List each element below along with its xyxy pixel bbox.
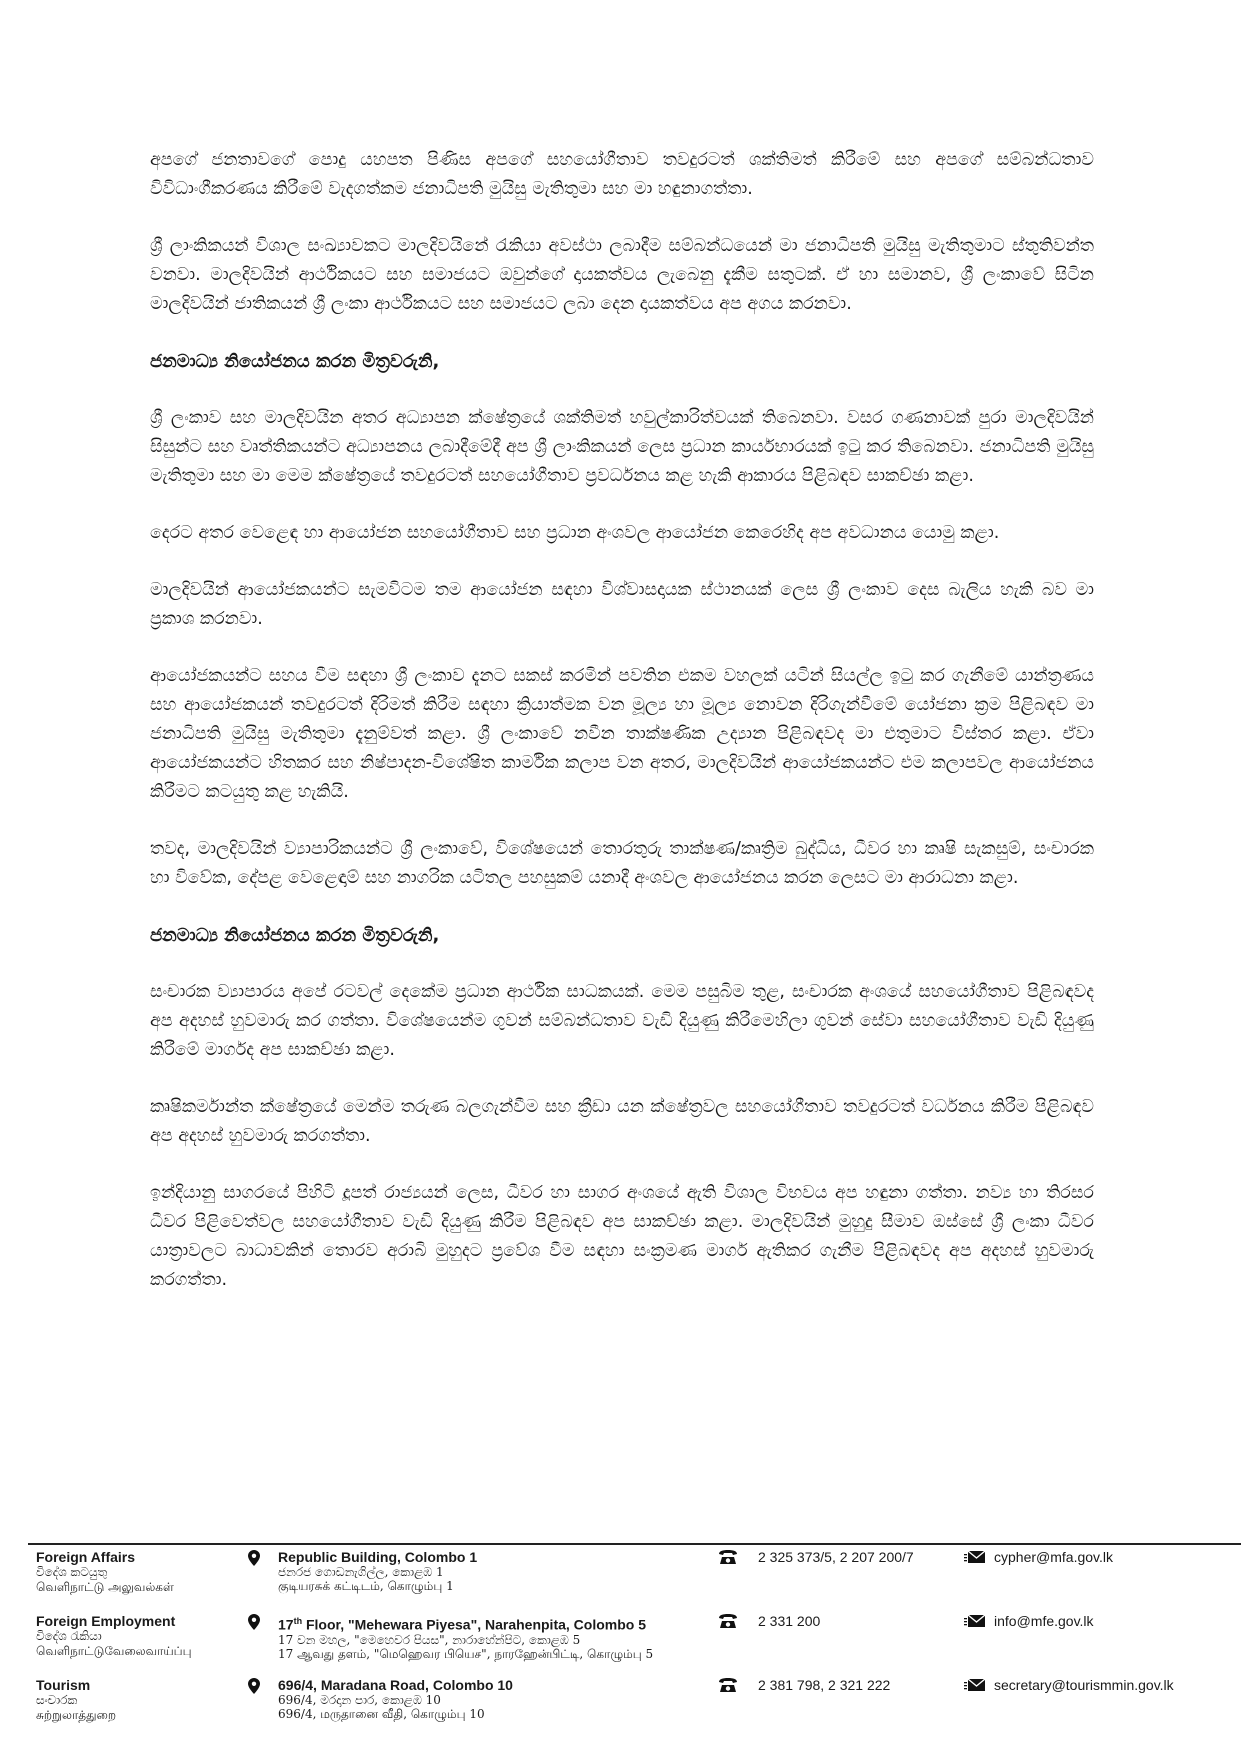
phone-number: 2 381 798, 2 321 222 [758,1677,891,1693]
address-sinhala: 696/4, මරදාන පාර, කොළඹ 10 [278,1693,441,1707]
address-tamil: 696/4, மருதானை வீதி, கொழும்பு 10 [278,1707,485,1721]
address [278,1549,698,1593]
paragraph: දෙරට අතර වෙළෙඳ හා ආයෝජන සහයෝගීතාව සහ ප්‍රධාන අංශවල ආයෝජන කෙරෙහිද අප අවධානය යොමු කළා. [150,523,1000,543]
phone-number: 2 325 373/5, 2 207 200/7 [758,1549,914,1565]
address [278,1613,698,1661]
ministry-name [36,1677,236,1723]
address-tamil: குடியரசுக் கட்டிடம், கொழும்பு 1 [278,1579,454,1593]
address-tamil: 17 ஆவது தளம், "மெஹெவர பியெச", நாரஹேன்பிட்டி, கொழும்பு 5 [278,1646,654,1661]
ministry-name-sinhala: විදේශ කටයුතු [36,1565,108,1579]
paragraph: ආයෝජකයන්ට සහය වීම සඳහා ශ්‍රී ලංකාව දැනට සකස් කරමින් පවතින එකම වහලක් යටින් සියල්ල ඉටු කර ගැනීමේ යාන්ත්‍රණය සහ ආයෝජකයන් තවදුරටත් දිරිමත් කිරීම සඳහා ක්‍රියාත්මක වන මූල්‍ය හා මූල්‍ය නොවන දිරිගැන්වීමේ යෝජනා ක්‍රම පිළිබඳව මා ජනාධිපති මුයිසු මැතිතුමා දැනුම්වත් කළා. ශ්‍රී ලංකාවේ නවීන තාක්ෂණික උද්‍යාන පිළිබඳවද මා එතුමාට විස්තර කළා. ඒවා ආයෝජකයන්ට හිතකර සහ නිෂ්පාදන-විශේෂිත කාර්මික කලාප වන අතර, මාලදිවයින් ආයෝජකයන්ට එම කලාපවල ආයෝජනය කිරීමට කටයුතු කළ හැකියි. [150,666,1094,802]
ministry-name-english: Foreign Affairs [36,1549,136,1565]
location-pin-icon [248,1550,260,1566]
email-address[interactable]: secretary@tourismmin.gov.lk [994,1677,1174,1693]
paragraph: කෘෂිකර්මාන්ත ක්ෂේත්‍රයේ මෙන්ම තරුණ බලගැන්වීම සහ ක්‍රීඩා යන ක්ෂේත්‍රවල සහයෝගීතාව තවදුරටත් වර්ධනය කිරීම පිළිබඳව අප අදහස් හුවමාරු කරගත්තා. [150,1097,1094,1146]
ministry-name-sinhala: විදේශ රැකියා [36,1629,102,1643]
ministry-name-tamil: வெளிநாட்டு அலுவல்கள் [36,1580,174,1594]
email-address[interactable]: cypher@mfa.gov.lk [994,1549,1113,1565]
footer-row-foreign-affairs [0,1549,1241,1611]
paragraph: මාලදිවයින් ආයෝජකයන්ට සැමවිටම තම ආයෝජන සඳහා විශ්වාසදායක ස්ථානයක් ලෙස ශ්‍රී ලංකාව දෙස බැලිය හැකි බව මා ප්‍රකාශ කරනවා. [150,580,1094,629]
paragraph: සංචාරක ව්‍යාපාරය අපේ රටවල් දෙකේම ප්‍රධාන ආර්ථික සාධකයක්. මෙම පසුබිම තුළ, සංචාරක අංශයේ සහයෝගීතාව පිළිබඳවද අප අදහස් හුවමාරු කර ගත්තා. විශේෂයෙන්ම ගුවන් සම්බන්ධතාව වැඩි දියුණු කිරීමෙහිලා ගුවන් සේවා සහයෝගීතාව වැඩි දියුණු කිරීමේ මාර්ගද අප සාකච්ඡා කළා. [150,982,1094,1060]
address-english: 696/4, Maradana Road, Colombo 10 [278,1677,513,1693]
paragraph: අපගේ ජනතාවගේ පොදු යහපත පිණිස අපගේ සහයෝගීතාව තවදුරටත් ශක්තිමත් කිරීමේ සහ අපගේ සම්බන්ධතාව විවිධාංගීකරණය කිරීමේ වැදගත්කම ජනාධිපති මුයිසු මැතිතුමා සහ මා හඳුනාගත්තා. [150,150,1094,199]
paragraph: ඉන්දියානු සාගරයේ පිහිටි දූපත් රාජ්‍යයන් ලෙස, ධීවර හා සාගර අංශයේ ඇති විශාල විභවය අප හඳුනා ගත්තා. නව්‍ය හා තිරසර ධීවර පිළිවෙත්වල සහයෝගීතාව වැඩි දියුණු කිරීම පිළිබඳව අප සාකච්ඡා කළා. මාලදිවයින් මුහුදු සීමාව ඔස්සේ ශ්‍රී ලංකා ධීවර යාත්‍රාවලට බාධාවකින් තොරව අරාබි මුහුදට ප්‍රවේශ වීම සඳහා සංක්‍රමණ මාර්ග ඇතිකර ගැනීම පිළිබඳවද අප අදහස් හුවමාරු කරගත්තා. [150,1183,1094,1290]
floor-number: 17 [278,1616,294,1633]
location-pin-icon [248,1614,260,1630]
phone-number: 2 331 200 [758,1613,821,1629]
footer-row-tourism [0,1677,1241,1739]
ministry-name [36,1549,236,1595]
address-english [278,1613,698,1633]
address [278,1677,698,1721]
ministry-name-english: Foreign Employment [36,1613,176,1629]
address-english-rest: Floor, "Mehewara Piyesa", Narahenpita, Colombo 5 [302,1616,647,1633]
envelope-icon [964,1678,986,1692]
telephone-icon [718,1549,738,1565]
envelope-icon [964,1550,986,1564]
document-body [150,146,1094,1323]
telephone-icon [718,1677,738,1693]
address-sinhala: ජනරජ ගොඩනැගිල්ල, කොළඹ 1 [278,1565,444,1579]
ministry-name-english: Tourism [36,1677,91,1693]
footer-row-foreign-employment [0,1613,1241,1675]
paragraph: තවද, මාලදිවයින් ව්‍යාපාරිකයන්ට ශ්‍රී ලංකාවේ, විශේෂයෙන් තොරතුරු තාක්ෂණ/කෘත්‍රිම බුද්ධිය, ධීවර හා කෘෂි සැකසුම්, සංචාරක හා විවේක, දේපළ වෙළෙඳාම් සහ නාගරික යටිතල පහසුකම් යනාදී අංශවල ආයෝජනය කරන ලෙසට මා ආරාධනා කළා. [150,839,1094,888]
address-english: Republic Building, Colombo 1 [278,1549,478,1565]
ministry-name-tamil: சுற்றுலாத்துறை [36,1708,117,1722]
ordinal-suffix: th [293,1616,303,1626]
location-pin-icon [248,1678,260,1694]
section-heading: ජනමාධ්‍ය නියෝජනය කරන මිත්‍රවරුනි, [150,925,440,946]
address-sinhala: 17 වන මහල, "මෙහෙවර පියස", නාරාහේන්පිට, කොළඹ 5 [278,1632,581,1647]
section-heading: ජනමාධ්‍ය නියෝජනය කරන මිත්‍රවරුනි, [150,351,440,372]
envelope-icon [964,1614,986,1628]
email-address[interactable]: info@mfe.gov.lk [994,1613,1094,1629]
paragraph: ශ්‍රී ලංකාව සහ මාලදිවයින අතර අධ්‍යාපන ක්ෂේත්‍රයේ ශක්තිමත් හවුල්කාරිත්වයක් තිබෙනවා. වසර ගණනාවක් පුරා මාලදිවයින් සිසුන්ට සහ වෘත්තිකයන්ට අධ්‍යාපනය ලබාදීමේදී අප ශ්‍රී ලාංකිකයන් ලෙස ප්‍රධාන කාර්යභාරයක් ඉටු කර තිබෙනවා. ජනාධිපති මුයිසු මැතිතුමා සහ මා මෙම ක්ෂේත්‍රයේ තවදුරටත් සහයෝගීතාව ප්‍රවර්ධනය කළ හැකි ආකාරය පිළිබඳව සාකච්ඡා කළා. [150,408,1094,486]
ministry-name [36,1613,236,1659]
ministry-name-sinhala: සංචාරක [36,1693,78,1707]
letterhead-footer [0,1543,1241,1755]
paragraph: ශ්‍රී ලාංකිකයන් විශාල සංඛ්‍යාවකට මාලදිවයිනේ රැකියා අවස්ථා ලබාදීම සම්බන්ධයෙන් මා ජනාධිපති මුයිසු මැතිතුමාට ස්තුතිවන්ත වනවා. මාලදිවයින් ආර්ථිකයට සහ සමාජයට ඔවුන්ගේ දායකත්වය ලැබෙනු දැකීම සතුටක්. ඒ හා සමානව, ශ්‍රී ලංකාවේ සිටින මාලදිවයින් ජාතිකයන් ශ්‍රී ලංකා ආර්ථිකයට සහ සමාජයට ලබා දෙන දායකත්වය අප අගය කරනවා. [150,236,1094,314]
footer-divider [28,1543,1241,1545]
telephone-icon [718,1613,738,1629]
ministry-name-tamil: வெளிநாட்டுவேலைவாய்ப்பு [36,1644,192,1658]
